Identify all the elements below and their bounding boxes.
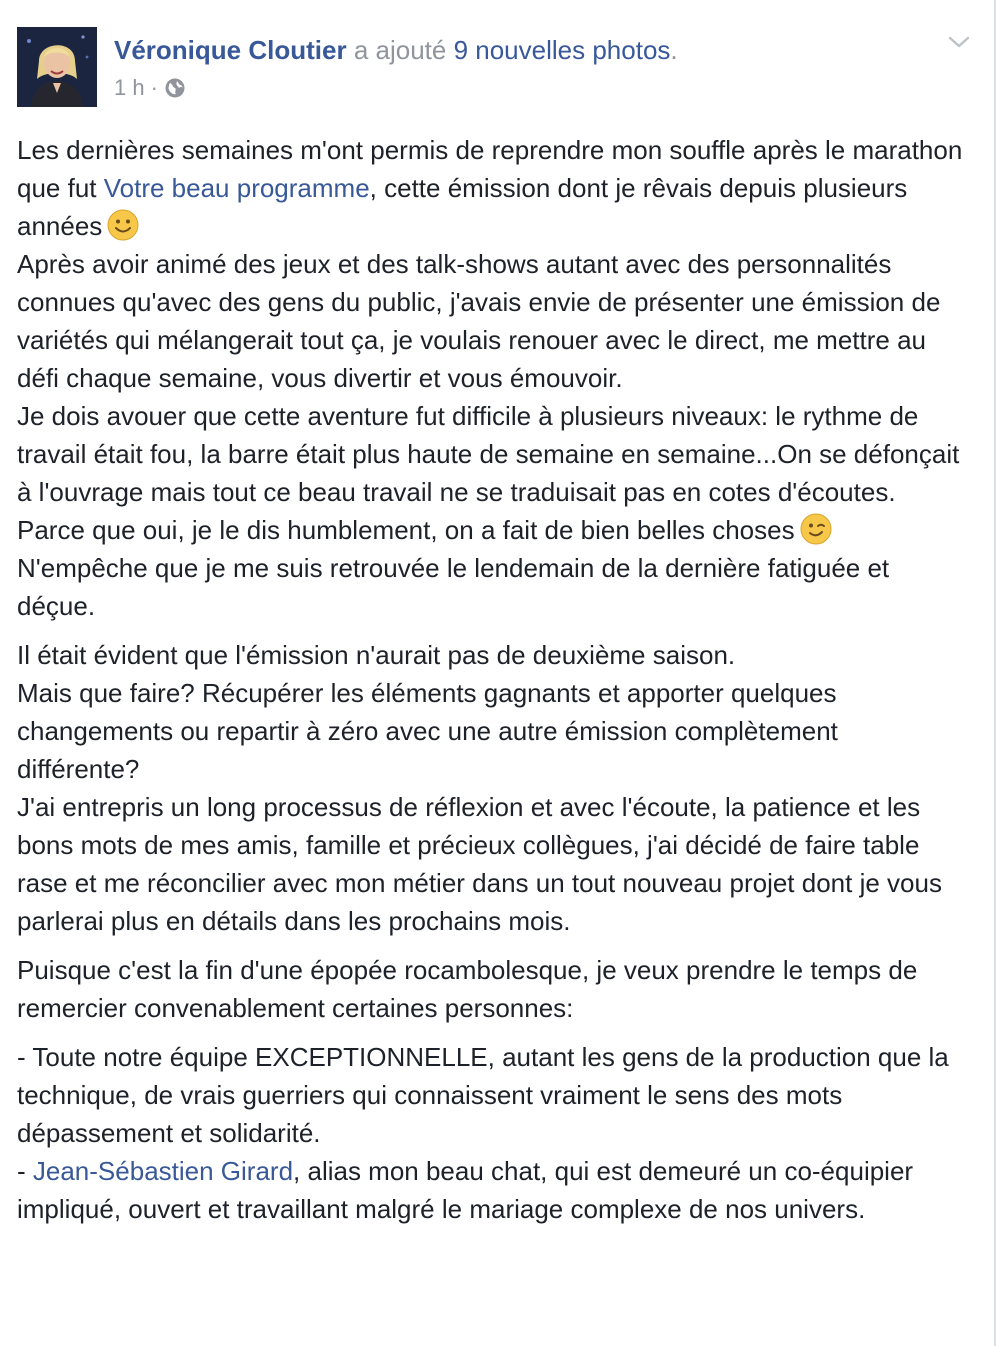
header-period: . (670, 35, 678, 65)
chevron-down-icon[interactable] (946, 32, 972, 52)
post-body (17, 131, 967, 1228)
author-name-link[interactable]: Véronique Cloutier (114, 35, 347, 65)
globe-icon[interactable] (164, 77, 186, 99)
post-paragraph (17, 131, 967, 245)
post-paragraph (17, 397, 967, 549)
post-paragraph: Après avoir animé des jeux et des talk-shows autant avec des personnalités connues qu'avec des gens du public, j'avais envie de présenter une émission de variétés qui mélangerait tout ça, je voulais renouer avec le direct, me mettre au défi chaque semaine, vous divertir et vous émouvoir. (17, 249, 941, 393)
post-paragraph: J'ai entrepris un long processus de réflexion et avec l'écoute, la patience et les bons mots de mes amis, famille et précieux collègues, j'ai décidé de faire table rase et me réconcilier avec mon métier dans un tout nouveau projet dont je vous parlerai plus en détails dans les prochains mois. (17, 792, 942, 936)
post-action-text: a ajouté (353, 35, 447, 65)
photos-link[interactable]: 9 nouvelles photos (453, 35, 671, 65)
paragraph-text: Les dernières semaines m'ont permis de reprendre mon souffle après le marathon que fut (17, 135, 963, 203)
post-header (114, 33, 678, 67)
show-link[interactable]: Votre beau programme (103, 173, 370, 203)
paragraph-text: - (17, 1156, 33, 1186)
post-paragraph (17, 1152, 967, 1228)
post-paragraph: Il était évident que l'émission n'aurait pas de deuxième saison. (17, 640, 736, 670)
avatar[interactable] (17, 27, 97, 107)
wink-emoji-icon (799, 512, 833, 546)
post-paragraph: Puisque c'est la fin d'une épopée rocambolesque, je veux prendre le temps de remercier convenablement certaines personnes: (17, 955, 918, 1023)
post-paragraph: N'empêche que je me suis retrouvée le lendemain de la dernière fatiguée et déçue. (17, 553, 890, 621)
paragraph-text: , cette émission dont je rêvais depuis plusieurs années (17, 173, 908, 241)
post-meta (114, 74, 186, 102)
meta-separator: · (150, 75, 158, 100)
post-paragraph: Mais que faire? Récupérer les éléments gagnants et apporter quelques changements ou repartir à zéro avec une autre émission complètement différente? (17, 678, 838, 784)
mention-link[interactable]: Jean-Sébastien Girard (32, 1156, 294, 1186)
post-paragraph: - Toute notre équipe EXCEPTIONNELLE, autant les gens de la production que la technique, de vrais guerriers qui connaissent vraiment le sens des mots dépassement et solidarité. (17, 1042, 949, 1148)
paragraph-text: , alias mon beau chat, qui est demeuré un co-équipier impliqué, ouvert et travaillant malgré le mariage complexe de nos univers. (17, 1156, 914, 1224)
smile-emoji-icon (106, 208, 140, 242)
paragraph-text: Je dois avouer que cette aventure fut difficile à plusieurs niveaux: le rythme de travail était fou, la barre était plus haute de semaine en semaine...On se défonçait à l'ouvrage mais tout ce beau travail ne se traduisait pas en cotes d'écoutes. Parce que oui, je le dis humblement, on a fait de bien belles choses (17, 401, 960, 545)
post-timestamp[interactable]: 1 h (114, 75, 145, 100)
